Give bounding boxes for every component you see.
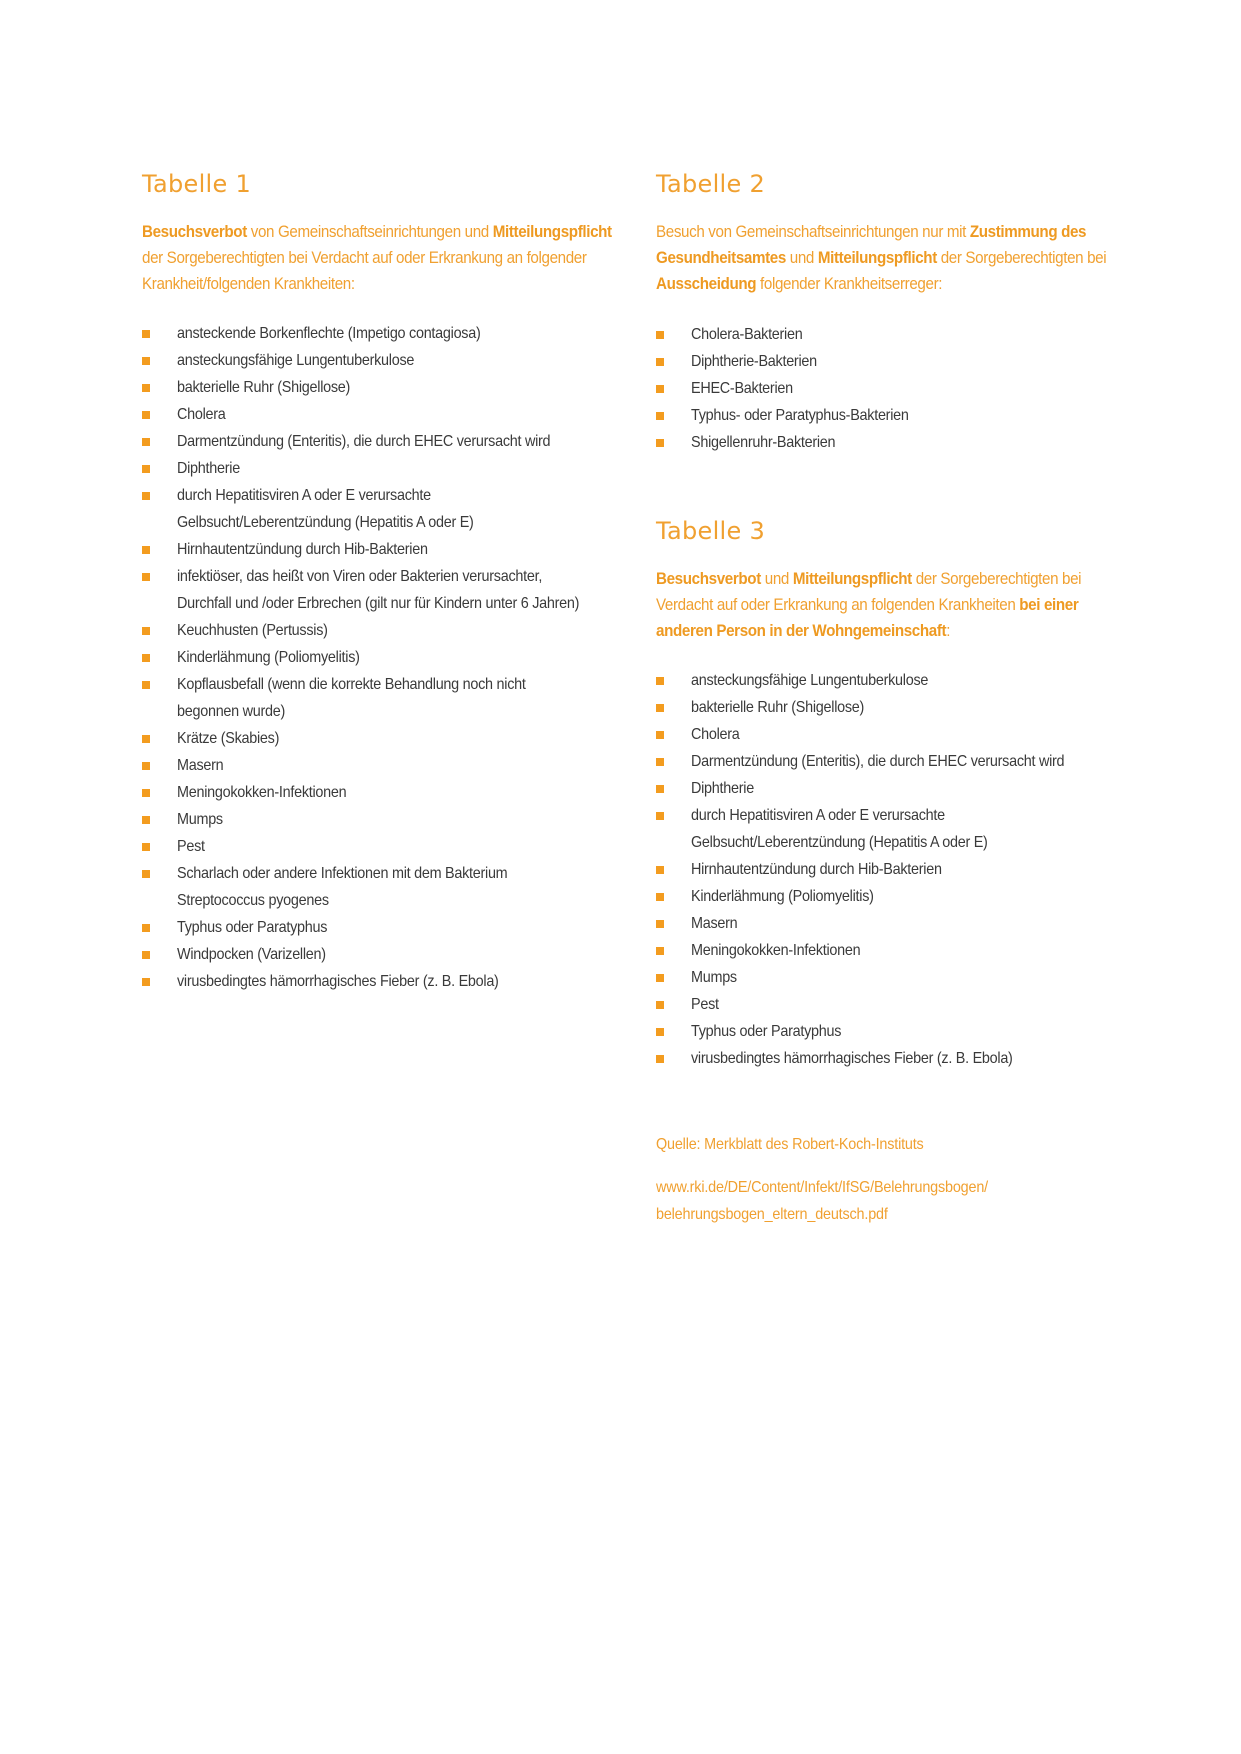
list-item-text: virusbedingtes hämorrhagisches Fieber (z. B. Ebola) <box>691 1050 1013 1067</box>
list-item <box>656 1045 1106 1072</box>
list-item-text: Windpocken (Varizellen) <box>177 946 326 963</box>
list-item-continuation <box>142 590 624 617</box>
square-bullet-icon <box>656 1028 664 1036</box>
list-item-text: begonnen wurde) <box>177 703 286 720</box>
list-item-text: Kinderlähmung (Poliomyelitis) <box>691 888 874 905</box>
list-item <box>142 671 624 698</box>
square-bullet-icon <box>656 785 664 793</box>
list-item <box>142 941 624 968</box>
square-bullet-icon <box>142 546 150 554</box>
list-item <box>656 964 1106 991</box>
square-bullet-icon <box>656 331 664 339</box>
square-bullet-icon <box>142 411 150 419</box>
list-item <box>142 833 624 860</box>
tabelle-3-title: Tabelle 3 <box>656 517 766 545</box>
list-item-text: Hirnhautentzündung durch Hib-Bakterien <box>177 541 428 558</box>
list-item <box>656 429 933 456</box>
list-item-text: Keuchhusten (Pertussis) <box>177 622 328 639</box>
list-item-continuation <box>142 698 624 725</box>
tabelle-2-title: Tabelle 2 <box>656 170 766 198</box>
list-item <box>142 914 624 941</box>
list-item-text: Meningokokken-Infektionen <box>691 942 861 959</box>
square-bullet-icon <box>656 974 664 982</box>
list-item-text: Kopflausbefall (wenn die korrekte Behandlung noch nicht <box>177 676 526 693</box>
list-item <box>656 321 933 348</box>
list-item-text: durch Hepatitisviren A oder E verursachte <box>691 807 945 824</box>
square-bullet-icon <box>142 357 150 365</box>
list-item <box>656 856 1106 883</box>
square-bullet-icon <box>142 573 150 581</box>
list-item <box>656 375 933 402</box>
list-item <box>142 644 624 671</box>
list-item-text: Cholera <box>177 406 226 423</box>
square-bullet-icon <box>142 627 150 635</box>
square-bullet-icon <box>142 654 150 662</box>
square-bullet-icon <box>656 358 664 366</box>
square-bullet-icon <box>656 1055 664 1063</box>
square-bullet-icon <box>142 438 150 446</box>
list-item <box>142 347 624 374</box>
list-item-text: ansteckende Borkenflechte (Impetigo contagiosa) <box>177 325 481 342</box>
list-item-text: Krätze (Skabies) <box>177 730 280 747</box>
square-bullet-icon <box>142 735 150 743</box>
list-item-text: Streptococcus pyogenes <box>177 892 329 909</box>
square-bullet-icon <box>656 704 664 712</box>
list-item <box>656 402 933 429</box>
list-item-text: Mumps <box>691 969 737 986</box>
list-item <box>142 374 624 401</box>
list-item-text: Typhus oder Paratyphus <box>691 1023 842 1040</box>
square-bullet-icon <box>142 762 150 770</box>
square-bullet-icon <box>656 947 664 955</box>
list-item-text: Gelbsucht/Leberentzündung (Hepatitis A oder E) <box>177 514 474 531</box>
list-item-text: Hirnhautentzündung durch Hib-Bakterien <box>691 861 942 878</box>
list-item <box>142 563 624 590</box>
list-item-text: Shigellenruhr-Bakterien <box>691 434 836 451</box>
list-item-text: Diphtherie <box>177 460 240 477</box>
list-item <box>142 752 624 779</box>
list-item <box>142 779 624 806</box>
tabelle-1-intro: Besuchsverbot von Gemeinschaftseinrichtungen und Mitteilungspflicht der Sorgeberechtigten bei Verdacht auf oder Erkrankung an folgender Krankheit/folgenden Krankheiten: <box>142 223 612 293</box>
list-item <box>142 428 624 455</box>
list-item-continuation <box>142 887 624 914</box>
source-url[interactable] <box>656 1174 988 1228</box>
list-item-text: virusbedingtes hämorrhagisches Fieber (z. B. Ebola) <box>177 973 499 990</box>
source-url-line-1[interactable]: www.rki.de/DE/Content/Infekt/IfSG/Belehrungsbogen/ <box>656 1179 988 1196</box>
list-item-continuation <box>142 509 624 536</box>
list-item <box>142 455 624 482</box>
square-bullet-icon <box>656 866 664 874</box>
list-item-text: Masern <box>177 757 224 774</box>
list-item <box>656 910 1106 937</box>
square-bullet-icon <box>142 816 150 824</box>
tabelle-3-list <box>656 667 1106 1072</box>
list-item <box>656 775 1106 802</box>
list-item-continuation <box>656 829 1106 856</box>
list-item <box>142 617 624 644</box>
square-bullet-icon <box>656 731 664 739</box>
square-bullet-icon <box>142 465 150 473</box>
list-item-text: Darmentzündung (Enteritis), die durch EHEC verursacht wird <box>691 753 1065 770</box>
list-item-text: EHEC-Bakterien <box>691 380 793 397</box>
tabelle-2-list <box>656 321 933 456</box>
list-item-text: Diphtherie-Bakterien <box>691 353 817 370</box>
square-bullet-icon <box>656 412 664 420</box>
list-item <box>142 968 624 995</box>
list-item <box>656 937 1106 964</box>
list-item <box>656 802 1106 829</box>
list-item <box>656 883 1106 910</box>
square-bullet-icon <box>656 920 664 928</box>
list-item-text: Masern <box>691 915 738 932</box>
list-item-text: Meningokokken-Infektionen <box>177 784 347 801</box>
list-item-text: ansteckungsfähige Lungentuberkulose <box>177 352 415 369</box>
square-bullet-icon <box>656 677 664 685</box>
list-item <box>142 482 624 509</box>
list-item-text: durch Hepatitisviren A oder E verursachte <box>177 487 431 504</box>
list-item <box>656 721 1106 748</box>
list-item-text: Typhus- oder Paratyphus-Bakterien <box>691 407 909 424</box>
list-item <box>142 401 624 428</box>
square-bullet-icon <box>656 758 664 766</box>
list-item-text: Cholera-Bakterien <box>691 326 803 343</box>
list-item <box>142 320 624 347</box>
square-bullet-icon <box>142 843 150 851</box>
list-item-text: Typhus oder Paratyphus <box>177 919 328 936</box>
square-bullet-icon <box>142 978 150 986</box>
list-item <box>656 348 933 375</box>
list-item-text: Mumps <box>177 811 223 828</box>
list-item-text: Scharlach oder andere Infektionen mit dem Bakterium <box>177 865 508 882</box>
square-bullet-icon <box>142 924 150 932</box>
list-item-text: Kinderlähmung (Poliomyelitis) <box>177 649 360 666</box>
tabelle-3-intro: Besuchsverbot und Mitteilungspflicht der Sorgeberechtigten bei Verdacht auf oder Erkrankung an folgenden Krankheiten bei einer anderen Person in der Wohngemeinschaft: <box>656 570 1082 640</box>
square-bullet-icon <box>656 1001 664 1009</box>
list-item-text: Cholera <box>691 726 740 743</box>
source-label: Quelle: Merkblatt des Robert-Koch-Instituts <box>656 1136 924 1153</box>
list-item-text: Pest <box>691 996 719 1013</box>
list-item-text: Pest <box>177 838 205 855</box>
list-item <box>142 536 624 563</box>
list-item-text: Darmentzündung (Enteritis), die durch EHEC verursacht wird <box>177 433 551 450</box>
list-item-text: Gelbsucht/Leberentzündung (Hepatitis A oder E) <box>691 834 988 851</box>
list-item <box>656 1018 1106 1045</box>
list-item-text: Durchfall und /oder Erbrechen (gilt nur für Kindern unter 6 Jahren) <box>177 595 580 612</box>
square-bullet-icon <box>656 439 664 447</box>
square-bullet-icon <box>142 951 150 959</box>
square-bullet-icon <box>142 330 150 338</box>
tabelle-2-intro: Besuch von Gemeinschaftseinrichtungen nur mit Zustimmung des Gesundheitsamtes und Mitteilungspflicht der Sorgeberechtigten bei Ausscheidung folgender Krankheitserreger: <box>656 223 1107 293</box>
list-item-text: infektiöser, das heißt von Viren oder Bakterien verursachter, <box>177 568 543 585</box>
list-item <box>656 667 1106 694</box>
list-item-text: bakterielle Ruhr (Shigellose) <box>691 699 865 716</box>
list-item <box>142 725 624 752</box>
list-item-text: ansteckungsfähige Lungentuberkulose <box>691 672 929 689</box>
square-bullet-icon <box>656 385 664 393</box>
square-bullet-icon <box>656 812 664 820</box>
list-item <box>142 860 624 887</box>
list-item <box>142 806 624 833</box>
square-bullet-icon <box>142 789 150 797</box>
square-bullet-icon <box>142 492 150 500</box>
list-item-text: bakterielle Ruhr (Shigellose) <box>177 379 351 396</box>
square-bullet-icon <box>142 681 150 689</box>
square-bullet-icon <box>656 893 664 901</box>
square-bullet-icon <box>142 384 150 392</box>
source-url-line-2[interactable]: belehrungsbogen_eltern_deutsch.pdf <box>656 1206 888 1223</box>
list-item-text: Diphtherie <box>691 780 754 797</box>
list-item <box>656 991 1106 1018</box>
list-item <box>656 748 1106 775</box>
tabelle-1-title: Tabelle 1 <box>142 170 252 198</box>
tabelle-1-list <box>142 320 624 995</box>
square-bullet-icon <box>142 870 150 878</box>
list-item <box>656 694 1106 721</box>
